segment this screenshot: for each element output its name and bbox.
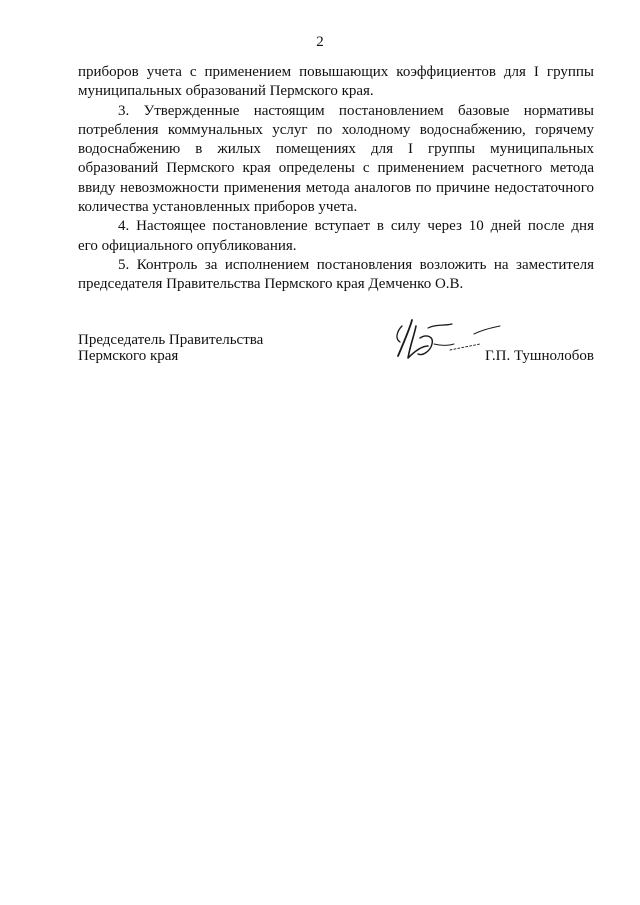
paragraph-item-5 <box>78 256 594 295</box>
text-line: председателя Правительства Пермского края Демченко О.В. <box>78 276 464 293</box>
text-line: количества установленных приборов учета. <box>78 199 358 216</box>
text-line: муниципальных образований Пермского края. <box>78 83 374 100</box>
page-number: 2 <box>316 34 324 50</box>
signatory-title-line-1: Председатель Правительства <box>78 332 264 348</box>
text-line: приборов учета с применением повышающих коэффициентов для I группы <box>78 64 594 80</box>
paragraph-item-4 <box>78 217 594 256</box>
text-line: потребления коммунальных услуг по холодному водоснабжению, горячему <box>78 121 594 138</box>
text-line: водоснабжению в жилых помещениях для I группы муниципальных <box>78 141 594 158</box>
signatory-title <box>78 332 263 364</box>
text-line: его официального опубликования. <box>78 237 297 254</box>
signatory-name: Г.П. Тушнолобов <box>484 348 594 364</box>
text-line: 5. Контроль за исполнением постановления возложить на заместителя <box>118 256 594 273</box>
paragraph-continuation <box>78 63 594 102</box>
text-line: 4. Настоящее постановление вступает в силу через 10 дней после дня <box>118 218 594 235</box>
text-line: 3. Утвержденные настоящим постановлением базовые нормативы <box>118 102 594 119</box>
paragraph-item-3 <box>78 102 594 218</box>
signatory-title-line-2: Пермского края <box>78 348 179 364</box>
text-line: образований Пермского края определены с применением расчетного метода <box>78 160 594 177</box>
text-line: ввиду невозможности применения метода аналогов по причине недостаточного <box>78 179 594 196</box>
document-body <box>78 63 594 295</box>
